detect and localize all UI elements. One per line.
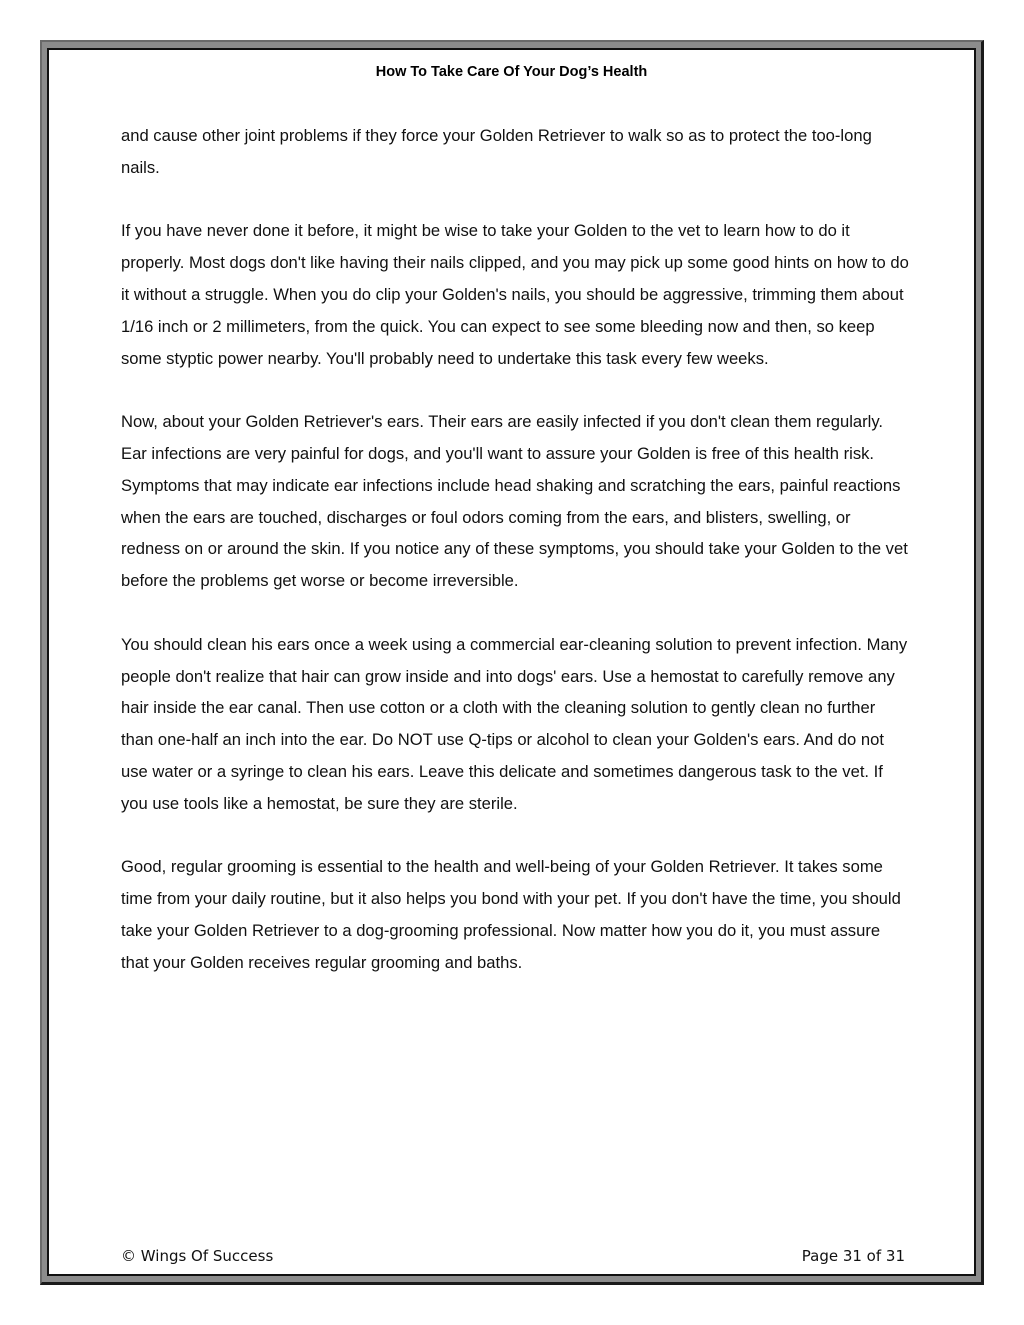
page-header-title: How To Take Care Of Your Dog’s Health — [375, 64, 648, 80]
page-frame — [40, 40, 984, 1285]
page-content — [47, 48, 976, 1276]
paragraph: Now, about your Golden Retriever's ears. Their ears are easily infected if you don't clean them regularly. Ear infections are very painful for dogs, and you'll want to assure your Golden is free of this health risk. Symptoms that may indicate ear infections include head shaking and scratching the ears, painful reactions when the ears are touched, discharges or foul odors coming from the ears, and blisters, swelling, or redness on or around the skin. If you notice any of these symptoms, you should take your Golden to the vet before the problems get worse or become irreversible. — [121, 412, 908, 591]
document-body — [121, 120, 911, 1010]
footer-copyright: © Wings Of Success — [121, 1247, 274, 1265]
paragraph: Good, regular grooming is essential to the health and well-being of your Golden Retriever. It takes some time from your daily routine, but it also helps you bond with your pet. If you don't have the time, you should take your Golden Retriever to a dog-grooming professional. Now matter how you do it, you must assure that your Golden receives regular grooming and baths. — [121, 857, 901, 972]
paragraph: If you have never done it before, it might be wise to take your Golden to the vet to learn how to do it properly. Most dogs don't like having their nails clipped, and you may pick up some good hints on how to do it without a struggle. When you do clip your Golden's nails, you should be aggressive, trimming them about 1/16 inch or 2 millimeters, from the quick. You can expect to see some bleeding now and then, so keep some styptic power nearby. You'll probably need to undertake this task every few weeks. — [121, 221, 909, 368]
paragraph: You should clean his ears once a week using a commercial ear-cleaning solution to prevent infection. Many people don't realize that hair can grow inside and into dogs' ears. Use a hemostat to carefully remove any hair inside the ear canal. Then use cotton or a cloth with the cleaning solution to gently clean no further than one-half an inch into the ear. Do NOT use Q-tips or alcohol to clean your Golden's ears. And do not use water or a syringe to clean his ears. Leave this delicate and sometimes dangerous task to the vet. If you use tools like a hemostat, be sure they are sterile. — [121, 634, 908, 813]
paragraph: and cause other joint problems if they force your Golden Retriever to walk so as to protect the too-long nails. — [121, 126, 872, 177]
footer-page-number: Page 31 of 31 — [801, 1247, 905, 1265]
